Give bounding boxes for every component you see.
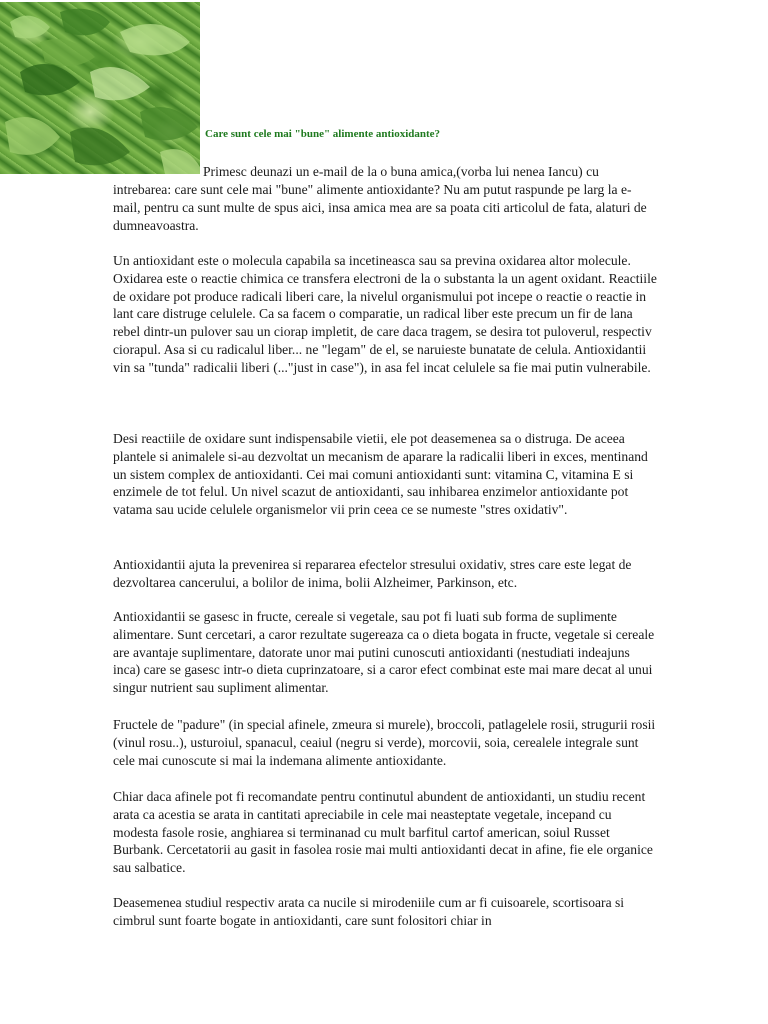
kale-image [0, 2, 200, 174]
paragraph-4: Antioxidantii ajuta la prevenirea si repararea efectelor stresului oxidativ, stres care este legat de dezvoltarea cancerului, a bolilor de inima, bolii Alzheimer, Parkinson, etc. [113, 557, 632, 590]
kale-leaves-illustration [0, 2, 200, 174]
paragraph-2: Un antioxidant este o molecula capabila sa incetineasca sau sa previna oxidarea altor molecule. Oxidarea este o reactie chimica ce transfera electroni de la o substanta la un agent oxidant. Reactiile de oxidare pot produce radicali liberi care, la nivelul organismului pot incepe o reactie o reactie in lant care distruge celulele. Ca sa facem o comparatie, un radical liber este precum un fir de lana rebel dintr-un pulover sau un ciorap impletit, de care daca tragem, se desira tot puloverul, respectiv ciorapul. Asa si cu radicalul liber... ne "legam" de el, se naruieste bunatate de celula. Antioxidantii vin sa "tunda" radicalii liberi (..."just in case"), in asa fel incat celulele sa fie mai putin vulnerabile. [113, 253, 657, 375]
paragraph-3: Desi reactiile de oxidare sunt indispensabile vietii, ele pot deasemenea sa o distruga. De aceea plantele si animalele si-au dezvoltat un mecanism de aparare la radicalii liberi in exces, mentinand un sistem complex de antioxidanti. Cei mai comuni antioxidanti sunt: vitamina C, vitamina E si enzimele de tot felul. Un nivel scazut de antioxidanti, sau inhibarea enzimelor antioxidante pot vatama sau ucide celulele organismelor vii prin ceea ce se numeste "stres oxidativ". [113, 431, 648, 518]
paragraph-1: Primesc deunazi un e-mail de la o buna amica,(vorba lui nenea Iancu) cu intrebarea: care sunt cele mai "bune" alimente antioxidante? Nu am putut raspunde pe larg la e-mail, pentru ca sunt multe de spus aici, insa amica mea are sa poata citi articolul de fata, alaturi de dumneavoastra. [113, 164, 647, 233]
paragraph-7: Chiar daca afinele pot fi recomandate pentru continutul abundent de antioxidanti, un studiu recent arata ca acestia se arata in cantitati apreciabile in cele mai neasteptate vegetale, incepand cu modesta fasole rosie, anghiarea si terminanad cu mult barfitul cartof american, soiul Russet Burbank. Cercetatorii au gasit in fasolea rosie mai multi antioxidanti decat in afine, fie ele organice sau salbatice. [113, 789, 653, 876]
article-title: Care sunt cele mai "bune" alimente antioxidante? [205, 128, 441, 140]
paragraph-8: Deasemenea studiul respectiv arata ca nucile si mirodeniile cum ar fi cuisoarele, scortisoara si cimbrul sunt foarte bogate in antioxidanti, care sunt folositori chiar in [113, 895, 625, 928]
paragraph-6: Fructele de "padure" (in special afinele, zmeura si murele), broccoli, patlagelele rosii, strugurii rosii (vinul rosu..), usturoiul, spanacul, ceaiul (negru si verde), morcovii, soia, cerealele integrale sunt cele mai cunoscute si mai la indemana alimente antioxidante. [113, 717, 656, 768]
paragraph-5: Antioxidantii se gasesc in fructe, cereale si vegetale, sau pot fi luati sub forma de suplimente alimentare. Sunt cercetari, a caror rezultate sugereaza ca o dieta bogata in fructe, vegetale si cereale are avantaje suplimentare, datorate unor mai putini cunoscuti antioxidanti (nestudiati indeajuns inca) care se gasesc intr-o dieta cuprinzatoare, si a caror efect combinat este mai mare decat al unui singur nutrient sau supliment alimentar. [113, 609, 655, 696]
intro-paragraph [113, 163, 653, 235]
